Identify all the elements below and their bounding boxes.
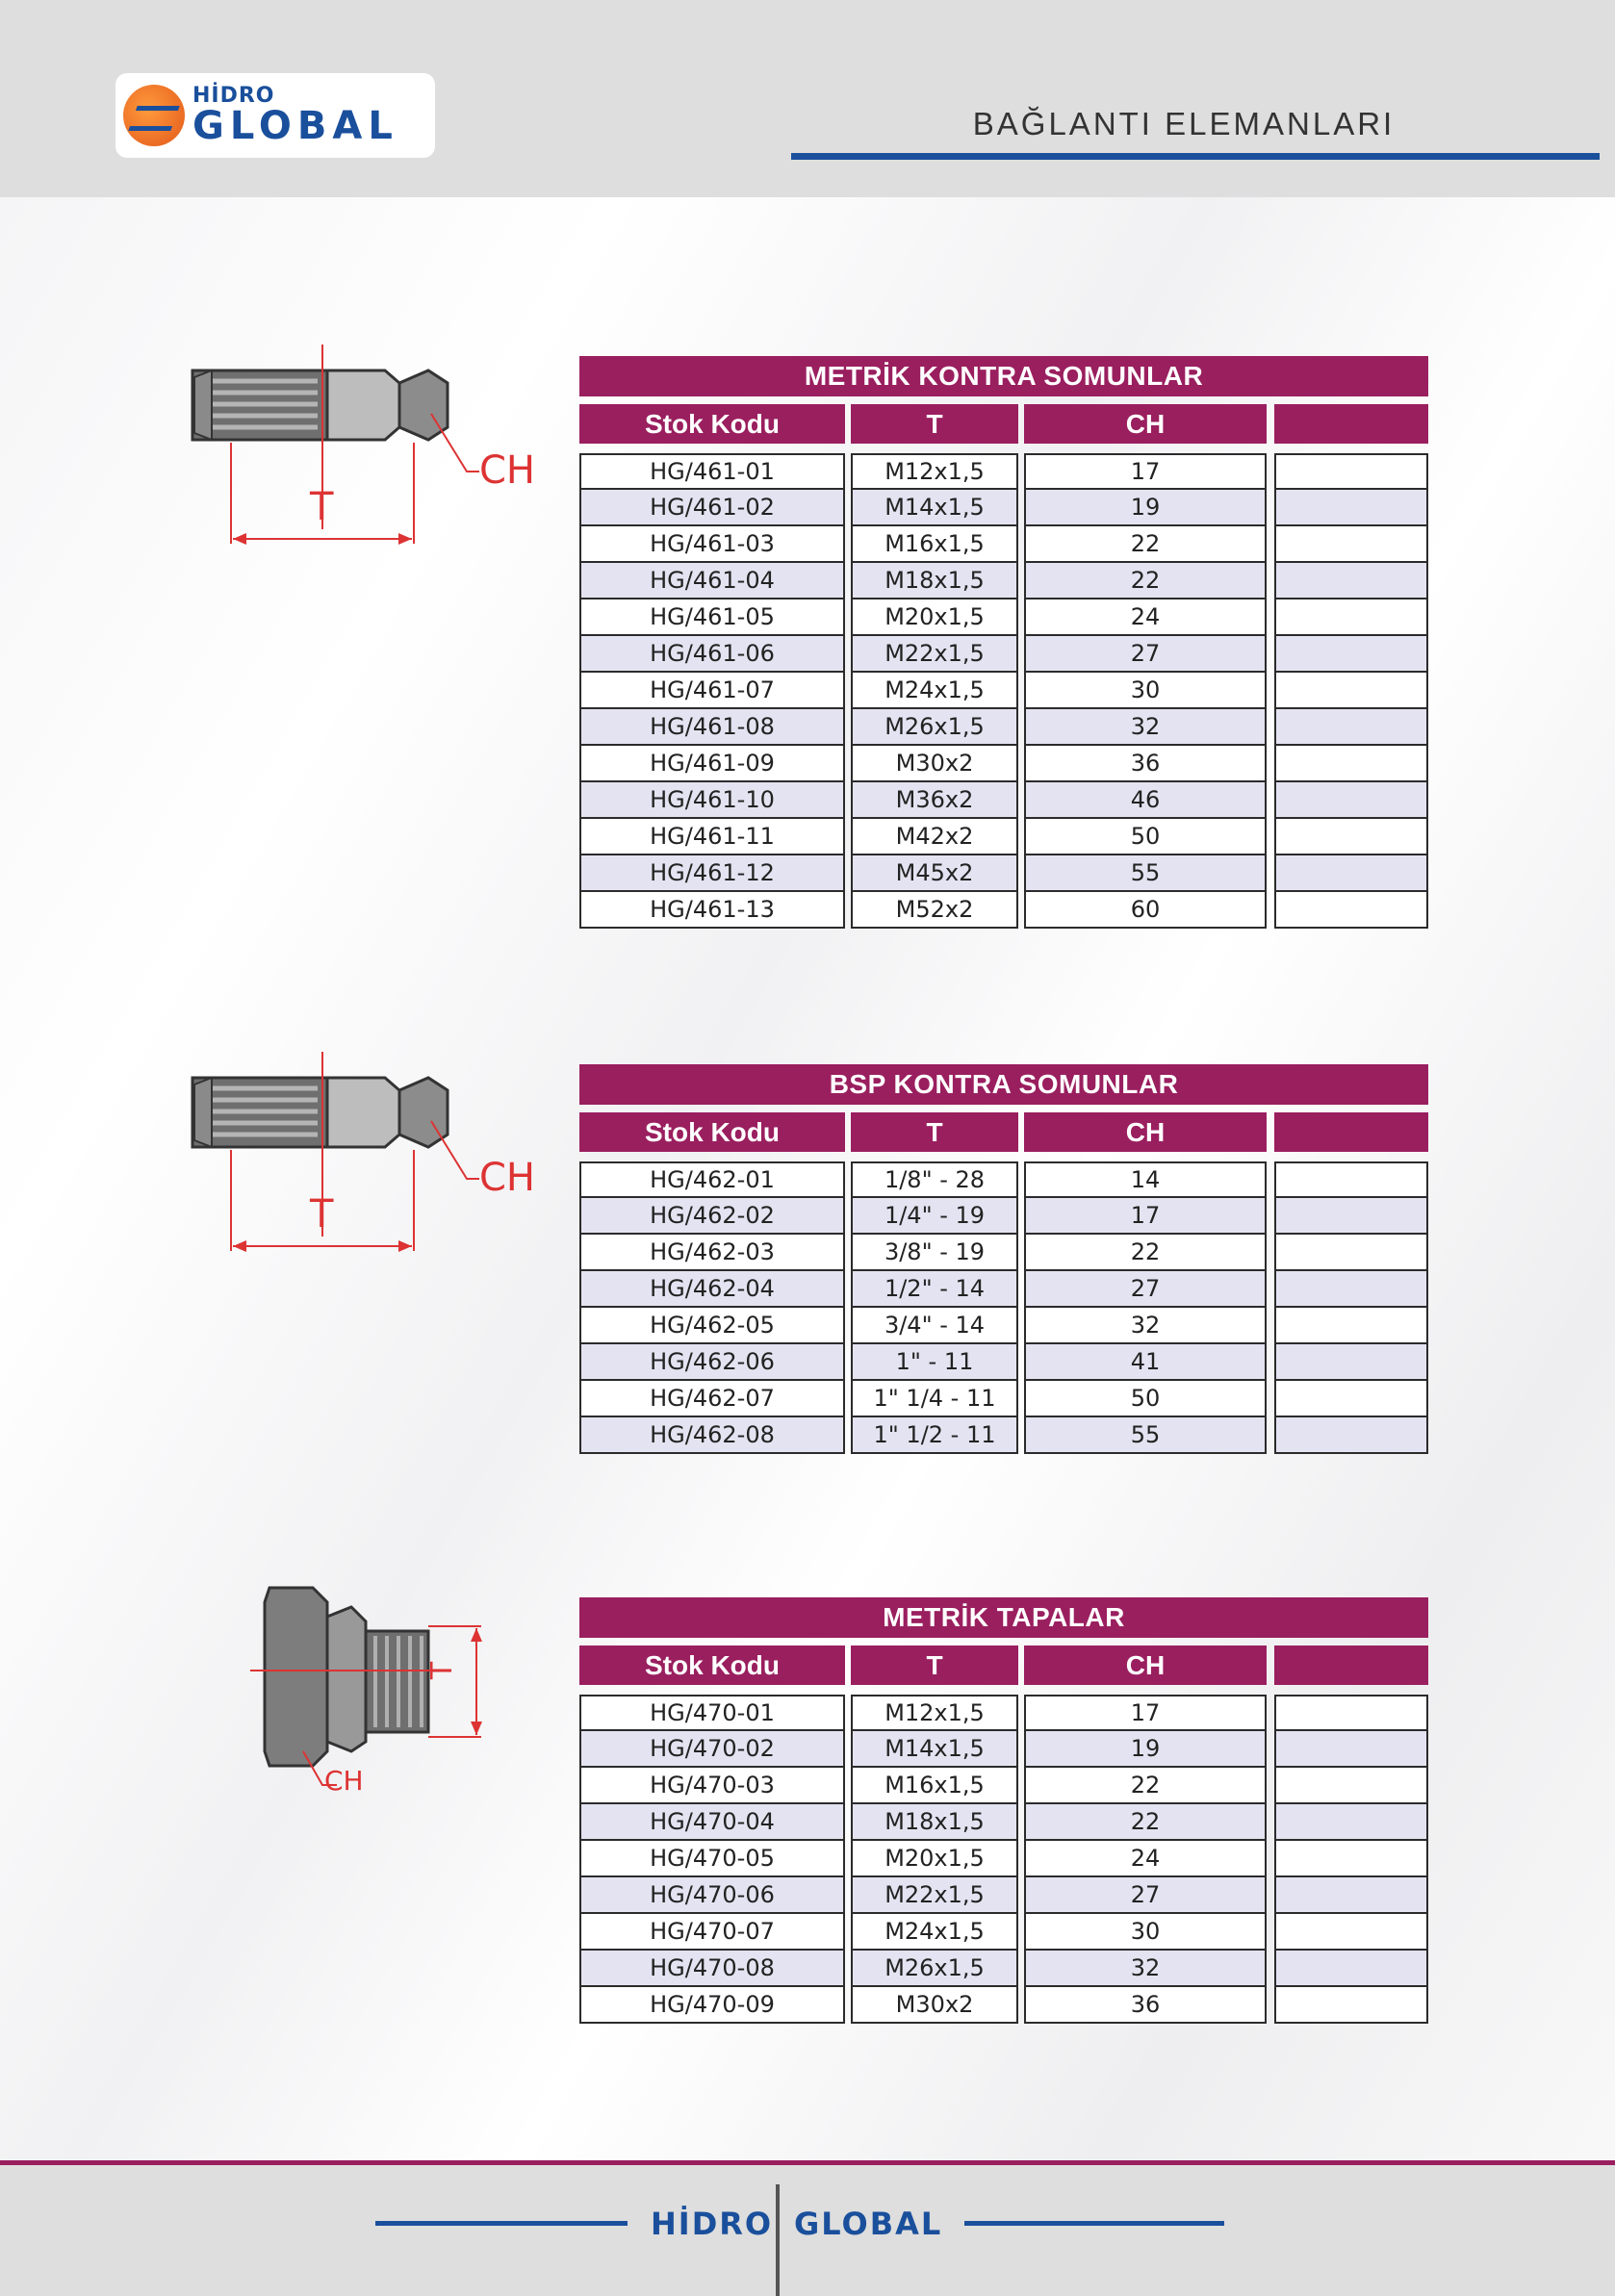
cell-blank bbox=[1274, 1949, 1428, 1987]
table-title: METRİK TAPALAR bbox=[579, 1597, 1428, 1638]
header-blank bbox=[1274, 404, 1428, 444]
cell-stock-code: HG/462-06 bbox=[579, 1342, 845, 1381]
table-row bbox=[579, 1161, 1428, 1198]
cell-blank bbox=[1274, 817, 1428, 855]
cell-blank bbox=[1274, 1729, 1428, 1768]
table-row bbox=[579, 1804, 1428, 1841]
cell-blank bbox=[1274, 707, 1428, 746]
cell-wrench-size: 41 bbox=[1024, 1342, 1267, 1381]
cell-wrench-size: 24 bbox=[1024, 1839, 1267, 1877]
cell-blank bbox=[1274, 453, 1428, 490]
cell-wrench-size: 17 bbox=[1024, 453, 1267, 490]
table-row bbox=[579, 819, 1428, 855]
metric-plug-drawing bbox=[245, 1578, 496, 1809]
cell-stock-code: HG/462-01 bbox=[579, 1161, 845, 1198]
table-title: BSP KONTRA SOMUNLAR bbox=[579, 1064, 1428, 1105]
cell-blank bbox=[1274, 1802, 1428, 1841]
header-ch: CH bbox=[1024, 1645, 1267, 1685]
cell-stock-code: HG/462-02 bbox=[579, 1196, 845, 1235]
cell-wrench-size: 32 bbox=[1024, 707, 1267, 746]
cell-blank bbox=[1274, 1839, 1428, 1877]
cell-blank bbox=[1274, 1875, 1428, 1914]
table-row bbox=[579, 1987, 1428, 2024]
table-row bbox=[579, 1695, 1428, 1731]
cell-stock-code: HG/461-06 bbox=[579, 634, 845, 673]
table-body bbox=[579, 1695, 1428, 2024]
cell-wrench-size: 36 bbox=[1024, 744, 1267, 782]
cell-wrench-size: 27 bbox=[1024, 1875, 1267, 1914]
cell-stock-code: HG/470-05 bbox=[579, 1839, 845, 1877]
t-dimension-label: T bbox=[310, 485, 334, 529]
cell-blank bbox=[1274, 1269, 1428, 1308]
bsp-lock-nuts-table bbox=[579, 1064, 1428, 1454]
cell-thread: M52x2 bbox=[851, 890, 1018, 929]
t-dimension-label: T bbox=[425, 1661, 459, 1680]
cell-wrench-size: 30 bbox=[1024, 671, 1267, 709]
cell-thread: M30x2 bbox=[851, 744, 1018, 782]
cell-stock-code: HG/461-09 bbox=[579, 744, 845, 782]
cell-blank bbox=[1274, 1416, 1428, 1454]
table-row bbox=[579, 1271, 1428, 1308]
cell-blank bbox=[1274, 488, 1428, 526]
table-body bbox=[579, 453, 1428, 929]
table-row bbox=[579, 1914, 1428, 1951]
cell-wrench-size: 55 bbox=[1024, 854, 1267, 892]
footer-line-right bbox=[964, 2221, 1224, 2226]
cell-stock-code: HG/461-01 bbox=[579, 453, 845, 490]
footer-line-left bbox=[375, 2221, 628, 2226]
header-t: T bbox=[851, 1112, 1018, 1152]
table-row bbox=[579, 563, 1428, 600]
footer-brand-left: HİDRO bbox=[651, 2206, 774, 2242]
cell-stock-code: HG/462-04 bbox=[579, 1269, 845, 1308]
cell-thread: M26x1,5 bbox=[851, 707, 1018, 746]
t-dimension-label: T bbox=[310, 1192, 334, 1237]
cell-wrench-size: 55 bbox=[1024, 1416, 1267, 1454]
cell-thread: M16x1,5 bbox=[851, 524, 1018, 563]
cell-blank bbox=[1274, 780, 1428, 819]
cell-thread: M20x1,5 bbox=[851, 1839, 1018, 1877]
footer-brand-right: GLOBAL bbox=[794, 2206, 943, 2242]
cell-thread: 1" 1/4 - 11 bbox=[851, 1379, 1018, 1417]
cell-wrench-size: 17 bbox=[1024, 1695, 1267, 1731]
ch-dimension-label: CH bbox=[479, 1156, 536, 1200]
metric-lock-nuts-table bbox=[579, 356, 1428, 929]
cell-stock-code: HG/461-08 bbox=[579, 707, 845, 746]
cell-stock-code: HG/462-08 bbox=[579, 1416, 845, 1454]
header-blank bbox=[1274, 1645, 1428, 1685]
cell-wrench-size: 22 bbox=[1024, 524, 1267, 563]
cell-blank bbox=[1274, 1379, 1428, 1417]
cell-thread: M22x1,5 bbox=[851, 634, 1018, 673]
table-row bbox=[579, 636, 1428, 673]
table-row bbox=[579, 1731, 1428, 1768]
cell-blank bbox=[1274, 1342, 1428, 1381]
cell-wrench-size: 30 bbox=[1024, 1912, 1267, 1951]
cell-blank bbox=[1274, 1912, 1428, 1951]
cell-stock-code: HG/470-09 bbox=[579, 1985, 845, 2024]
cell-blank bbox=[1274, 1306, 1428, 1344]
cell-wrench-size: 46 bbox=[1024, 780, 1267, 819]
cell-wrench-size: 14 bbox=[1024, 1161, 1267, 1198]
table-row bbox=[579, 490, 1428, 526]
cell-thread: M20x1,5 bbox=[851, 598, 1018, 636]
cell-stock-code: HG/462-05 bbox=[579, 1306, 845, 1344]
cell-stock-code: HG/461-12 bbox=[579, 854, 845, 892]
table-header-row bbox=[579, 404, 1428, 444]
cell-wrench-size: 19 bbox=[1024, 488, 1267, 526]
cell-thread: 1/4" - 19 bbox=[851, 1196, 1018, 1235]
cell-thread: M12x1,5 bbox=[851, 453, 1018, 490]
table-row bbox=[579, 453, 1428, 490]
cell-stock-code: HG/461-05 bbox=[579, 598, 845, 636]
header-t: T bbox=[851, 1645, 1018, 1685]
table-row bbox=[579, 1951, 1428, 1987]
table-row bbox=[579, 1381, 1428, 1417]
table-row bbox=[579, 600, 1428, 636]
cell-wrench-size: 36 bbox=[1024, 1985, 1267, 2024]
cell-stock-code: HG/461-03 bbox=[579, 524, 845, 563]
table-row bbox=[579, 1768, 1428, 1804]
cell-blank bbox=[1274, 1161, 1428, 1198]
cell-wrench-size: 22 bbox=[1024, 561, 1267, 600]
footer-divider bbox=[776, 2184, 780, 2296]
cell-thread: 3/8" - 19 bbox=[851, 1233, 1018, 1271]
table-row bbox=[579, 892, 1428, 929]
cell-wrench-size: 19 bbox=[1024, 1729, 1267, 1768]
cell-wrench-size: 32 bbox=[1024, 1949, 1267, 1987]
metric-plugs-table bbox=[579, 1597, 1428, 2024]
cell-blank bbox=[1274, 671, 1428, 709]
cell-wrench-size: 27 bbox=[1024, 1269, 1267, 1308]
cell-stock-code: HG/461-10 bbox=[579, 780, 845, 819]
cell-stock-code: HG/462-07 bbox=[579, 1379, 845, 1417]
cell-wrench-size: 22 bbox=[1024, 1766, 1267, 1804]
table-row bbox=[579, 1198, 1428, 1235]
table-row bbox=[579, 709, 1428, 746]
cell-stock-code: HG/461-02 bbox=[579, 488, 845, 526]
cell-thread: M24x1,5 bbox=[851, 1912, 1018, 1951]
cell-blank bbox=[1274, 1766, 1428, 1804]
cell-blank bbox=[1274, 598, 1428, 636]
header-ch: CH bbox=[1024, 1112, 1267, 1152]
cell-stock-code: HG/470-03 bbox=[579, 1766, 845, 1804]
cell-stock-code: HG/470-04 bbox=[579, 1802, 845, 1841]
table-body bbox=[579, 1161, 1428, 1454]
cell-stock-code: HG/470-07 bbox=[579, 1912, 845, 1951]
cell-wrench-size: 24 bbox=[1024, 598, 1267, 636]
cell-stock-code: HG/470-02 bbox=[579, 1729, 845, 1768]
cell-thread: M30x2 bbox=[851, 1985, 1018, 2024]
cell-thread: M22x1,5 bbox=[851, 1875, 1018, 1914]
cell-thread: M26x1,5 bbox=[851, 1949, 1018, 1987]
table-header-row bbox=[579, 1112, 1428, 1152]
header-stock-code: Stok Kodu bbox=[579, 404, 845, 444]
cell-thread: M18x1,5 bbox=[851, 561, 1018, 600]
cell-stock-code: HG/462-03 bbox=[579, 1233, 845, 1271]
table-row bbox=[579, 673, 1428, 709]
cell-wrench-size: 50 bbox=[1024, 1379, 1267, 1417]
cell-blank bbox=[1274, 561, 1428, 600]
cell-wrench-size: 32 bbox=[1024, 1306, 1267, 1344]
header-blank bbox=[1274, 1112, 1428, 1152]
cell-thread: M42x2 bbox=[851, 817, 1018, 855]
ch-dimension-label: CH bbox=[324, 1765, 364, 1797]
company-logo bbox=[115, 73, 435, 158]
cell-stock-code: HG/461-11 bbox=[579, 817, 845, 855]
cell-blank bbox=[1274, 1985, 1428, 2024]
cell-thread: 1/8" - 28 bbox=[851, 1161, 1018, 1198]
cell-stock-code: HG/470-06 bbox=[579, 1875, 845, 1914]
cell-wrench-size: 50 bbox=[1024, 817, 1267, 855]
table-row bbox=[579, 1417, 1428, 1454]
cell-thread: 1/2" - 14 bbox=[851, 1269, 1018, 1308]
table-row bbox=[579, 746, 1428, 782]
cell-thread: 3/4" - 14 bbox=[851, 1306, 1018, 1344]
cell-stock-code: HG/461-13 bbox=[579, 890, 845, 929]
table-row bbox=[579, 1877, 1428, 1914]
cell-blank bbox=[1274, 1233, 1428, 1271]
page-header bbox=[0, 0, 1615, 197]
cell-thread: M16x1,5 bbox=[851, 1766, 1018, 1804]
cell-thread: M36x2 bbox=[851, 780, 1018, 819]
logo-globe-icon bbox=[123, 85, 185, 146]
bsp-lock-nut-drawing bbox=[183, 1044, 549, 1256]
table-row bbox=[579, 1344, 1428, 1381]
cell-wrench-size: 60 bbox=[1024, 890, 1267, 929]
header-stock-code: Stok Kodu bbox=[579, 1112, 845, 1152]
cell-thread: 1" - 11 bbox=[851, 1342, 1018, 1381]
cell-stock-code: HG/470-01 bbox=[579, 1695, 845, 1731]
page-title: BAĞLANTI ELEMANLARI bbox=[972, 106, 1396, 141]
cell-blank bbox=[1274, 634, 1428, 673]
table-row bbox=[579, 782, 1428, 819]
cell-thread: 1" 1/2 - 11 bbox=[851, 1416, 1018, 1454]
metric-lock-nut-drawing bbox=[183, 337, 549, 548]
header-ch: CH bbox=[1024, 404, 1267, 444]
table-row bbox=[579, 1308, 1428, 1344]
cell-thread: M45x2 bbox=[851, 854, 1018, 892]
cell-thread: M14x1,5 bbox=[851, 1729, 1018, 1768]
header-stock-code: Stok Kodu bbox=[579, 1645, 845, 1685]
logo-text-top: HİDRO bbox=[192, 84, 275, 108]
cell-wrench-size: 22 bbox=[1024, 1233, 1267, 1271]
cell-stock-code: HG/461-07 bbox=[579, 671, 845, 709]
cell-blank bbox=[1274, 1196, 1428, 1235]
cell-blank bbox=[1274, 524, 1428, 563]
cell-thread: M14x1,5 bbox=[851, 488, 1018, 526]
cell-wrench-size: 17 bbox=[1024, 1196, 1267, 1235]
cell-stock-code: HG/470-08 bbox=[579, 1949, 845, 1987]
logo-text-bottom: GLOBAL bbox=[192, 104, 398, 148]
cell-blank bbox=[1274, 854, 1428, 892]
ch-dimension-label: CH bbox=[479, 448, 536, 493]
cell-thread: M18x1,5 bbox=[851, 1802, 1018, 1841]
cell-blank bbox=[1274, 890, 1428, 929]
cell-thread: M12x1,5 bbox=[851, 1695, 1018, 1731]
table-row bbox=[579, 855, 1428, 892]
cell-thread: M24x1,5 bbox=[851, 671, 1018, 709]
title-underline bbox=[791, 153, 1600, 160]
cell-stock-code: HG/461-04 bbox=[579, 561, 845, 600]
cell-wrench-size: 22 bbox=[1024, 1802, 1267, 1841]
table-row bbox=[579, 526, 1428, 563]
table-row bbox=[579, 1235, 1428, 1271]
table-row bbox=[579, 1841, 1428, 1877]
cell-blank bbox=[1274, 1695, 1428, 1731]
table-header-row bbox=[579, 1645, 1428, 1685]
table-title: METRİK KONTRA SOMUNLAR bbox=[579, 356, 1428, 396]
cell-blank bbox=[1274, 744, 1428, 782]
cell-wrench-size: 27 bbox=[1024, 634, 1267, 673]
header-t: T bbox=[851, 404, 1018, 444]
